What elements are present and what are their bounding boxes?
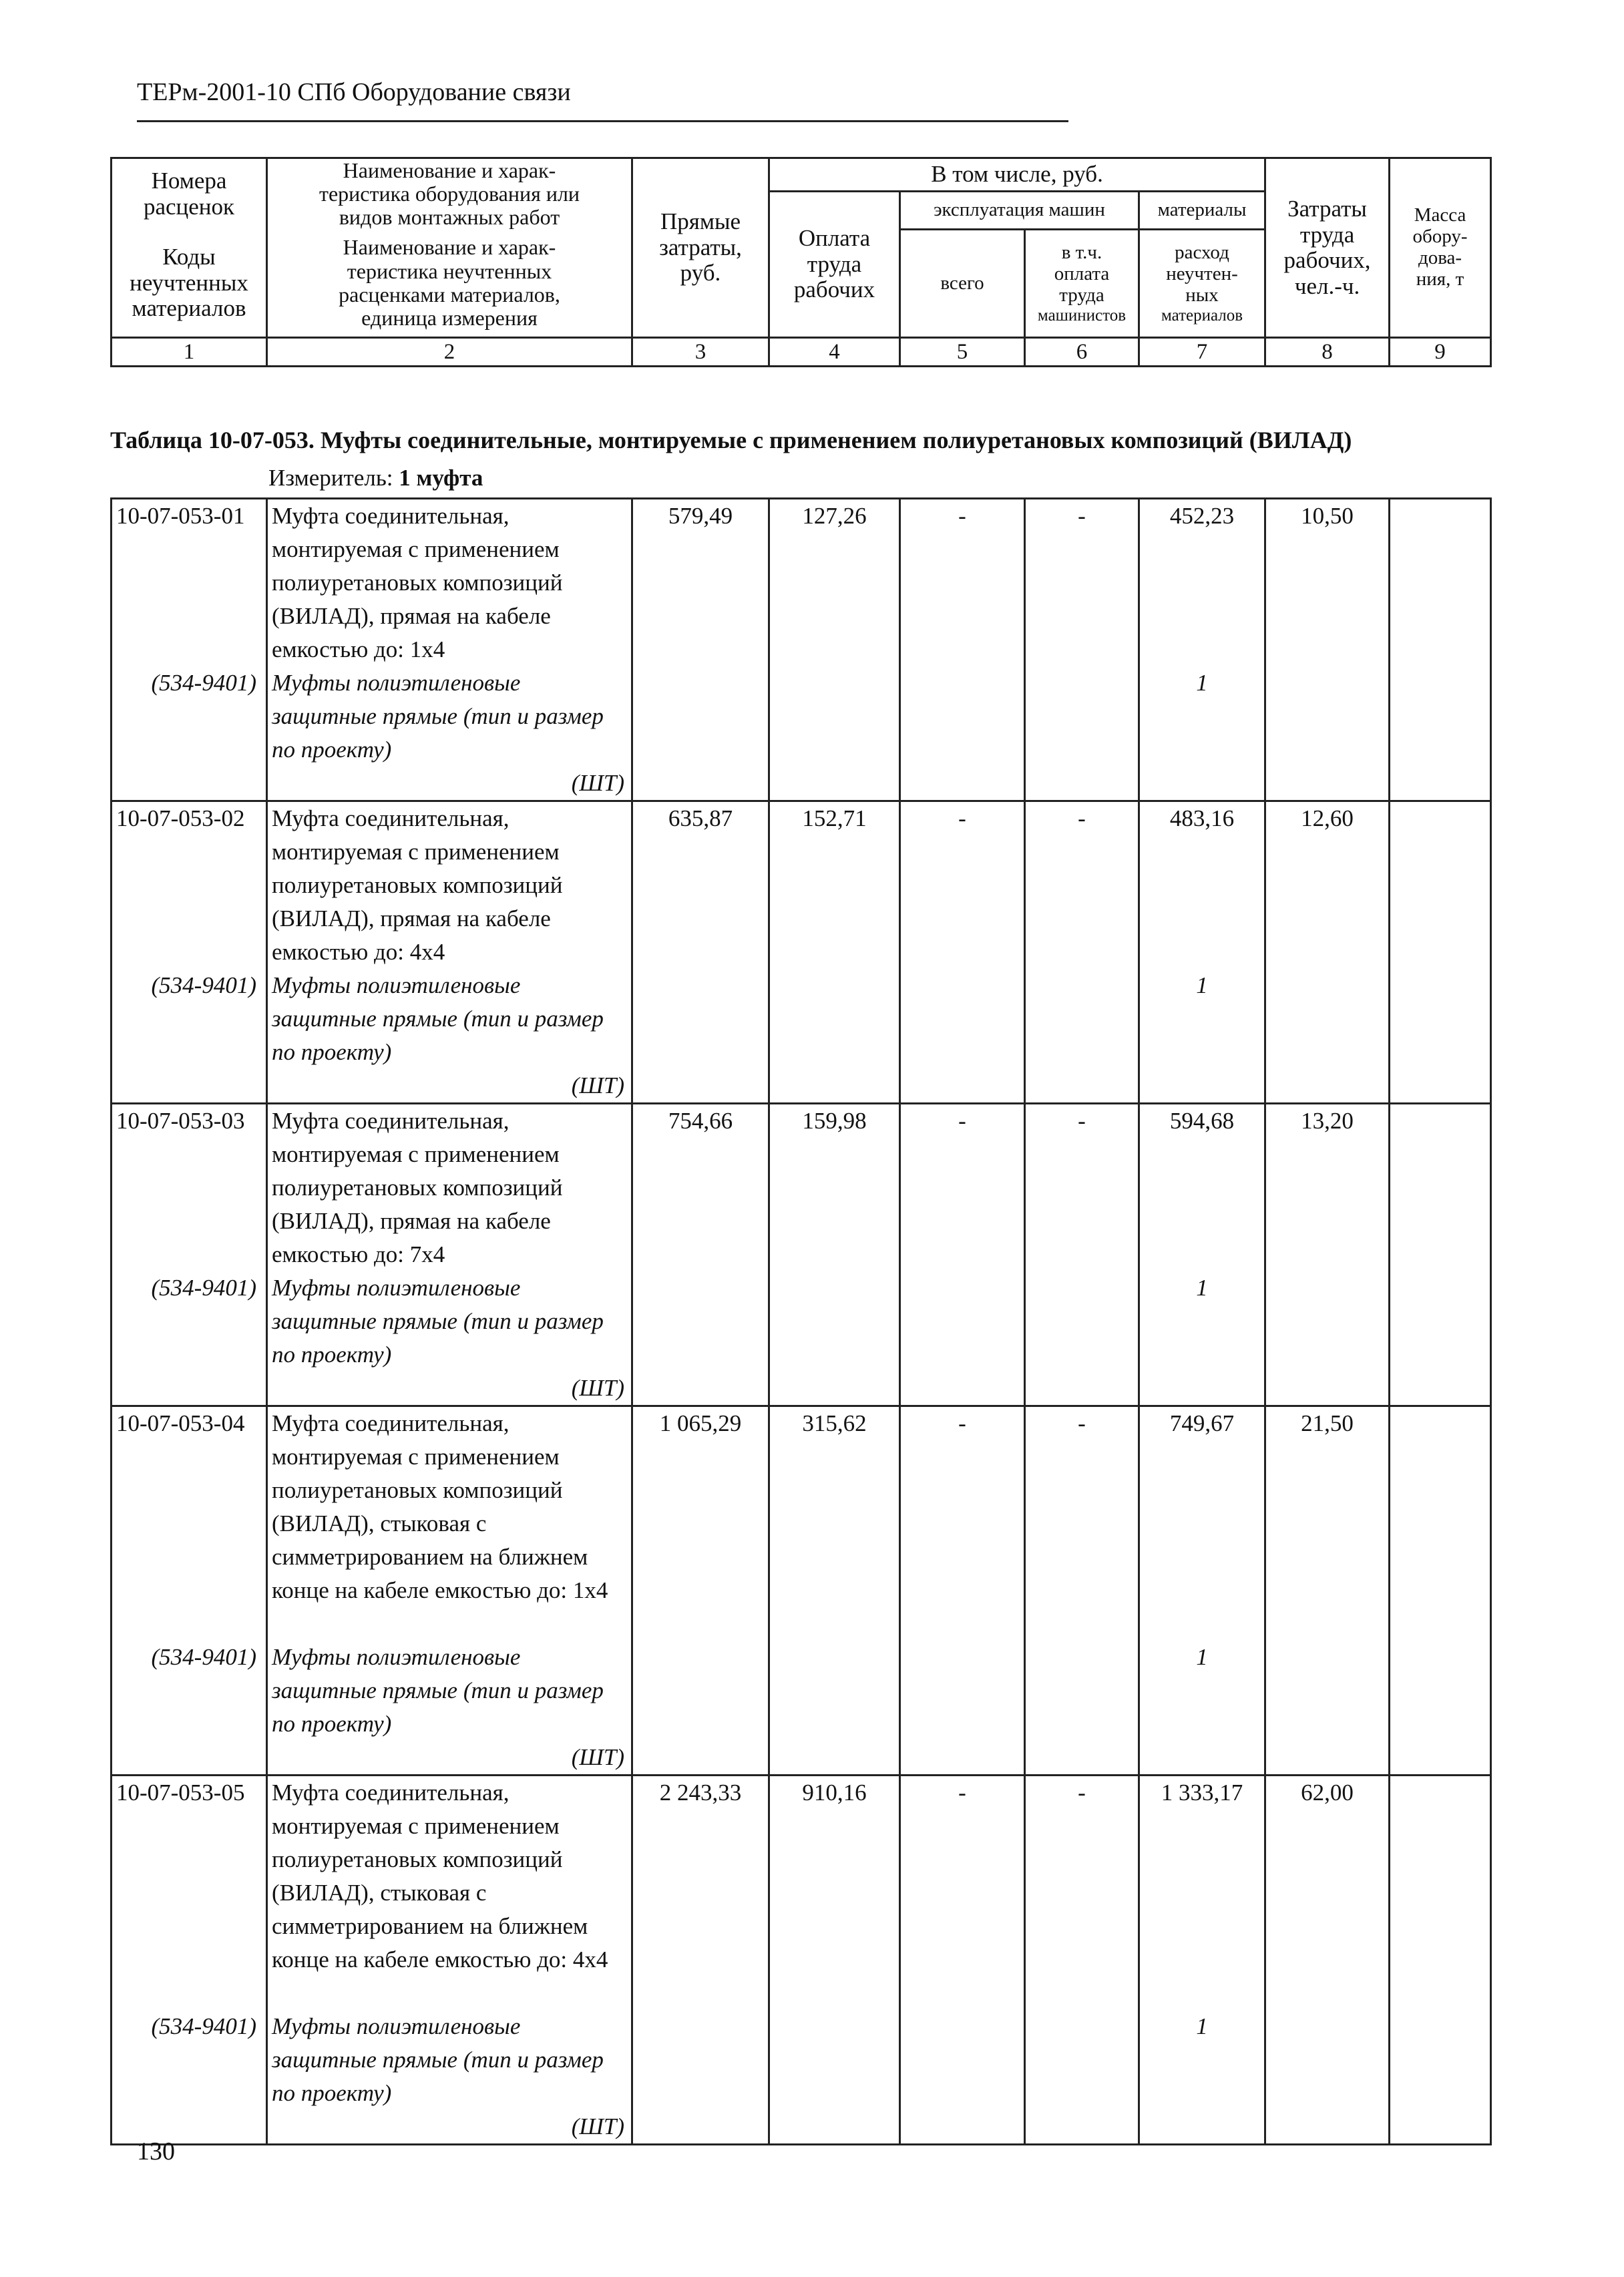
header-rate-numbers: Номера расценок — [112, 158, 267, 230]
materials-value: 594,68 — [1169, 1108, 1235, 1134]
direct-cost-value: 754,66 — [668, 1108, 733, 1134]
material-description-line: защитные прямые (тип и размер — [272, 1308, 604, 1334]
material-description-line: Муфты полиэтиленовые — [272, 1644, 521, 1670]
material-description-line: по проекту) — [272, 1039, 392, 1065]
work-description-line: (ВИЛАД), прямая на кабеле — [272, 603, 551, 629]
material-description-line: защитные прямые (тип и размер — [272, 2047, 604, 2073]
table-row — [112, 1406, 1491, 1776]
header-direct-costs: Прямые затраты, руб. — [632, 158, 769, 338]
materials-cell — [1139, 801, 1265, 1104]
material-unit: (ШТ) — [571, 2113, 624, 2139]
labor-hours-value: 21,50 — [1301, 1410, 1354, 1436]
work-description-line: монтируемая с применением — [272, 1813, 560, 1839]
work-description-line: симметрированием на ближнем — [272, 1913, 588, 1939]
machinist-pay-cell — [1025, 1104, 1139, 1406]
direct-cost-cell — [632, 801, 769, 1104]
measure-line — [268, 465, 483, 491]
labor-hours-cell — [1265, 1104, 1390, 1406]
labor-hours-value: 62,00 — [1301, 1780, 1354, 1806]
materials-value: 452,23 — [1169, 503, 1235, 529]
work-description-line: Муфта соединительная, — [272, 503, 510, 529]
header-material-name: Наименование и харак- теристика неучтенных расценками материалов, единица измерения — [267, 230, 632, 338]
equipment-mass-cell — [1390, 1776, 1491, 2145]
labor-hours-cell — [1265, 1776, 1390, 2145]
rate-code: 10-07-053-03 — [116, 1108, 245, 1134]
equipment-mass-value — [1390, 802, 1490, 835]
measure-unit: 1 муфта — [399, 465, 483, 491]
labor-hours-value: 10,50 — [1301, 503, 1354, 529]
material-description-line: Муфты полиэтиленовые — [272, 670, 521, 696]
description-cell — [267, 1776, 632, 2145]
material-unit: (ШТ) — [571, 1072, 624, 1098]
materials-value: 1 333,17 — [1161, 1780, 1243, 1806]
material-unit: (ШТ) — [571, 1744, 624, 1770]
material-description-line: защитные прямые (тип и размер — [272, 1677, 604, 1703]
material-code: (534-9401) — [151, 1644, 256, 1670]
header-material-codes: Коды неучтенных материалов — [112, 230, 267, 338]
equipment-mass-value — [1390, 499, 1490, 533]
material-description-line: по проекту) — [272, 737, 392, 763]
work-description-line: Муфта соединительная, — [272, 1780, 510, 1806]
work-description-line: полиуретановых композиций — [272, 1846, 563, 1872]
labor-hours-cell — [1265, 499, 1390, 801]
description-cell — [267, 801, 632, 1104]
column-number: 7 — [1139, 338, 1265, 367]
work-description-line: полиуретановых композиций — [272, 1175, 563, 1201]
work-description-line — [272, 1977, 631, 2010]
material-unit: (ШТ) — [571, 1375, 624, 1401]
header-materials: материалы — [1139, 192, 1265, 230]
column-number: 5 — [900, 338, 1025, 367]
rate-code: 10-07-053-05 — [116, 1780, 245, 1806]
machinist-pay-value: - — [1078, 805, 1086, 831]
work-description-line: симметрированием на ближнем — [272, 1544, 588, 1570]
header-machines: эксплуатация машин — [900, 192, 1139, 230]
material-quantity: 1 — [1196, 1644, 1208, 1670]
work-description-line: емкостью до: 4х4 — [272, 939, 445, 965]
direct-cost-cell — [632, 1104, 769, 1406]
materials-value: 749,67 — [1169, 1410, 1235, 1436]
machinist-pay-cell — [1025, 1776, 1139, 2145]
header-labor-hours: Затраты труда рабочих, чел.-ч. — [1265, 158, 1390, 338]
work-description-line: полиуретановых композиций — [272, 570, 563, 596]
machines-total-cell — [900, 1104, 1025, 1406]
machines-total-cell — [900, 499, 1025, 801]
labor-pay-value: 159,98 — [802, 1108, 867, 1134]
labor-pay-value: 152,71 — [802, 805, 867, 831]
material-code: (534-9401) — [151, 2013, 256, 2039]
description-cell — [267, 1406, 632, 1776]
labor-hours-value: 12,60 — [1301, 805, 1354, 831]
column-number: 4 — [769, 338, 900, 367]
header-machinist-pay: в т.ч. оплата труда машинистов — [1025, 230, 1139, 338]
work-description-line: монтируемая с применением — [272, 536, 560, 562]
equipment-mass-cell — [1390, 499, 1491, 801]
description-cell — [267, 1104, 632, 1406]
material-description-line: Муфты полиэтиленовые — [272, 2013, 521, 2039]
work-description-line: полиуретановых композиций — [272, 872, 563, 898]
header-including-group: В том числе, руб. — [769, 158, 1265, 192]
work-description-line — [272, 1607, 631, 1641]
material-code: (534-9401) — [151, 1275, 256, 1301]
column-number: 6 — [1025, 338, 1139, 367]
equipment-mass-value — [1390, 1104, 1490, 1138]
equipment-mass-cell — [1390, 801, 1491, 1104]
column-number: 2 — [267, 338, 632, 367]
work-description-line: полиуретановых композиций — [272, 1477, 563, 1503]
rate-code-cell — [112, 1776, 267, 2145]
machines-total-cell — [900, 801, 1025, 1104]
materials-cell — [1139, 1104, 1265, 1406]
machines-total-value: - — [958, 1108, 966, 1134]
direct-cost-value: 635,87 — [668, 805, 733, 831]
material-description-line: по проекту) — [272, 2080, 392, 2106]
table-row — [112, 1776, 1491, 2145]
labor-hours-value: 13,20 — [1301, 1108, 1354, 1134]
labor-pay-cell — [769, 801, 900, 1104]
work-description-line: (ВИЛАД), стыковая с — [272, 1510, 487, 1536]
rate-code-cell — [112, 1406, 267, 1776]
work-description-line: монтируемая с применением — [272, 1141, 560, 1167]
rate-code-cell — [112, 499, 267, 801]
labor-pay-cell — [769, 1406, 900, 1776]
work-description-line: конце на кабеле емкостью до: 4х4 — [272, 1946, 608, 1973]
header-machines-total: всего — [900, 230, 1025, 338]
direct-cost-value: 1 065,29 — [659, 1410, 742, 1436]
direct-cost-cell — [632, 1406, 769, 1776]
rate-code-cell — [112, 801, 267, 1104]
machinist-pay-value: - — [1078, 1108, 1086, 1134]
equipment-mass-value — [1390, 1407, 1490, 1440]
material-code: (534-9401) — [151, 670, 256, 696]
material-quantity: 1 — [1196, 2013, 1208, 2039]
labor-pay-value: 315,62 — [802, 1410, 867, 1436]
material-unit: (ШТ) — [571, 770, 624, 796]
machines-total-cell — [900, 1406, 1025, 1776]
header-equipment-mass: Масса обору- дова- ния, т — [1390, 158, 1491, 338]
work-description-line: (ВИЛАД), прямая на кабеле — [272, 1208, 551, 1234]
column-number: 3 — [632, 338, 769, 367]
machinist-pay-cell — [1025, 1406, 1139, 1776]
header-column-numbers — [112, 338, 1491, 367]
work-description-line: монтируемая с применением — [272, 1444, 560, 1470]
work-description-line: Муфта соединительная, — [272, 805, 510, 831]
column-number: 8 — [1265, 338, 1390, 367]
labor-pay-cell — [769, 1776, 900, 2145]
labor-pay-cell — [769, 1104, 900, 1406]
work-description-line: Муфта соединительная, — [272, 1108, 510, 1134]
rate-code-cell — [112, 1104, 267, 1406]
material-quantity: 1 — [1196, 1275, 1208, 1301]
labor-hours-cell — [1265, 801, 1390, 1104]
direct-cost-value: 2 243,33 — [659, 1780, 742, 1806]
measure-label: Измеритель: — [268, 465, 393, 491]
labor-pay-cell — [769, 499, 900, 801]
work-description-line: конце на кабеле емкостью до: 1х4 — [272, 1577, 608, 1603]
equipment-mass-value — [1390, 1776, 1490, 1810]
direct-cost-value: 579,49 — [668, 503, 733, 529]
rate-code: 10-07-053-02 — [116, 805, 245, 831]
title-rule — [137, 120, 1068, 122]
material-description-line: Муфты полиэтиленовые — [272, 1275, 521, 1301]
machines-total-value: - — [958, 503, 966, 529]
work-description-line: емкостью до: 1х4 — [272, 636, 445, 662]
column-number: 1 — [112, 338, 267, 367]
material-description-line: по проекту) — [272, 1341, 392, 1368]
material-description-line: защитные прямые (тип и размер — [272, 703, 604, 729]
equipment-mass-cell — [1390, 1104, 1491, 1406]
labor-hours-cell — [1265, 1406, 1390, 1776]
table-caption: Таблица 10-07-053. Муфты соединительные, монтируемые с применением полиуретановых композиций (ВИЛАД) — [110, 427, 1352, 453]
column-number: 9 — [1390, 338, 1491, 367]
table-row — [112, 801, 1491, 1104]
machinist-pay-cell — [1025, 499, 1139, 801]
materials-value: 483,16 — [1169, 805, 1235, 831]
labor-pay-value: 127,26 — [802, 503, 867, 529]
rates-table — [110, 497, 1492, 2145]
work-description-line: монтируемая с применением — [272, 839, 560, 865]
material-description-line: Муфты полиэтиленовые — [272, 972, 521, 998]
direct-cost-cell — [632, 499, 769, 801]
work-description-line: емкостью до: 7х4 — [272, 1241, 445, 1267]
document-title: ТЕРм-2001-10 СПб Оборудование связи — [137, 78, 571, 106]
header-labor-pay: Оплата труда рабочих — [769, 192, 900, 338]
header-unaccounted-materials: расход неучтен- ных материалов — [1139, 230, 1265, 338]
column-header-table — [110, 157, 1492, 367]
table-row — [112, 499, 1491, 801]
rate-code: 10-07-053-04 — [116, 1410, 245, 1436]
labor-pay-value: 910,16 — [802, 1780, 867, 1806]
header-work-name: Наименование и харак- теристика оборудования или видов монтажных работ — [267, 158, 632, 230]
machines-total-value: - — [958, 1410, 966, 1436]
machinist-pay-cell — [1025, 801, 1139, 1104]
materials-cell — [1139, 1406, 1265, 1776]
material-quantity: 1 — [1196, 972, 1208, 998]
description-cell — [267, 499, 632, 801]
work-description-line: (ВИЛАД), стыковая с — [272, 1880, 487, 1906]
machinist-pay-value: - — [1078, 503, 1086, 529]
machinist-pay-value: - — [1078, 1780, 1086, 1806]
equipment-mass-cell — [1390, 1406, 1491, 1776]
machines-total-value: - — [958, 805, 966, 831]
machines-total-value: - — [958, 1780, 966, 1806]
work-description-line: Муфта соединительная, — [272, 1410, 510, 1436]
materials-cell — [1139, 499, 1265, 801]
materials-cell — [1139, 1776, 1265, 2145]
page-number: 130 — [137, 2137, 175, 2165]
material-code: (534-9401) — [151, 972, 256, 998]
rate-code: 10-07-053-01 — [116, 503, 245, 529]
material-description-line: защитные прямые (тип и размер — [272, 1006, 604, 1032]
material-quantity: 1 — [1196, 670, 1208, 696]
machines-total-cell — [900, 1776, 1025, 2145]
machinist-pay-value: - — [1078, 1410, 1086, 1436]
direct-cost-cell — [632, 1776, 769, 2145]
work-description-line: (ВИЛАД), прямая на кабеле — [272, 905, 551, 932]
material-description-line: по проекту) — [272, 1711, 392, 1737]
table-row — [112, 1104, 1491, 1406]
